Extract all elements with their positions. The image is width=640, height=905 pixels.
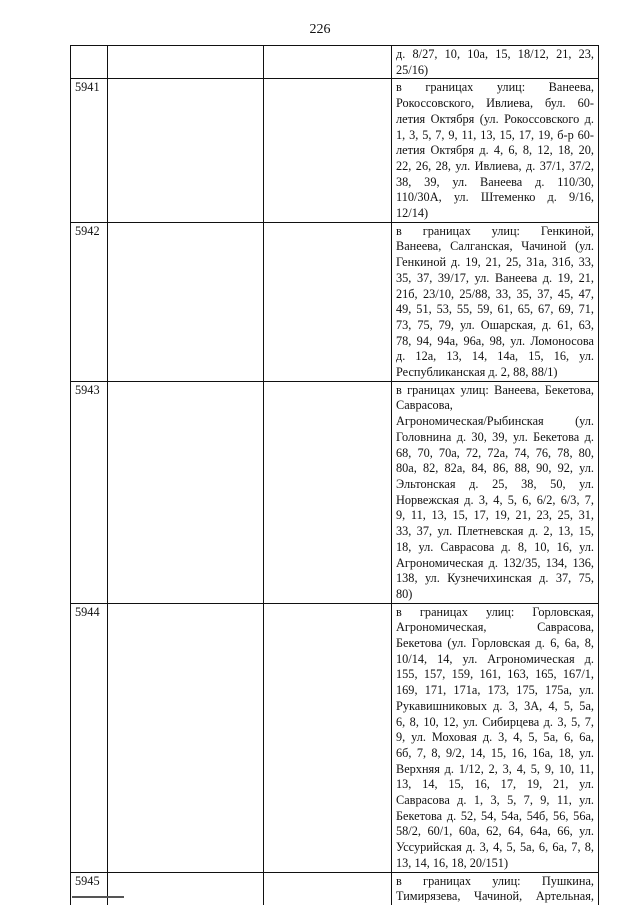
empty-cell xyxy=(108,46,264,79)
description-line: 21б, 23/10, 25/88, 33, 35, 37, 45, 47, xyxy=(396,286,594,301)
description-line: в границах улиц: Ванеева, Бекетова, xyxy=(396,382,594,397)
description-line: Бекетова (ул. Горловская д. 6, 6а, 8, xyxy=(396,636,594,651)
district-number-cell: 5945 xyxy=(71,872,108,905)
description-line: 49, 51, 53, 55, 59, 61, 65, 67, 69, 71, xyxy=(396,302,594,317)
description-line: в границах улиц: Пушкина, xyxy=(396,873,594,888)
table-row xyxy=(71,79,599,222)
table-row xyxy=(71,222,599,381)
boundary-description-cell xyxy=(392,872,599,905)
description-line: Республиканская д. 2, 88, 88/1) xyxy=(396,365,558,380)
description-line: 68, 70, 70а, 72, 72а, 74, 76, 78, 80, xyxy=(396,445,594,460)
description-line: летия Октября (ул. Рокоссовского д. xyxy=(396,111,594,126)
description-line: летия Октября д. 4, 6, 8, 12, 18, 20, xyxy=(396,143,594,158)
description-line: 80а, 82, 82а, 84, 86, 88, 90, 92, ул. xyxy=(396,461,594,476)
empty-cell xyxy=(264,603,392,872)
description-line: Генкиной д. 19, 21, 25, 31а, 31б, 33, xyxy=(396,255,594,270)
boundary-description-cell xyxy=(392,79,599,222)
boundary-description-cell xyxy=(392,46,599,79)
description-line: Агрономическая/Рыбинская (ул. xyxy=(396,414,594,429)
district-number-cell xyxy=(71,46,108,79)
district-number-cell: 5943 xyxy=(71,381,108,603)
empty-cell xyxy=(264,872,392,905)
district-number-cell: 5942 xyxy=(71,222,108,381)
description-line: 33, 37, ул. Плетневская д. 2, 13, 15, xyxy=(396,524,594,539)
empty-cell xyxy=(264,79,392,222)
description-line: Головнина д. 30, 39, ул. Бекетова д. xyxy=(396,429,594,444)
description-line: Верхняя д. 1/12, 2, 3, 4, 5, 9, 10, 11, xyxy=(396,761,594,776)
description-line: Бекетова д. 52, 54, 54а, 54б, 56, 56а, xyxy=(396,808,594,823)
empty-cell xyxy=(108,872,264,905)
description-line: в границах улиц: Генкиной, xyxy=(396,223,594,238)
description-line: 110/30А, ул. Штеменко д. 9/16, xyxy=(396,190,594,205)
empty-cell xyxy=(108,603,264,872)
description-line: 138, ул. Кузнечихинская д. 37, 75, xyxy=(396,571,594,586)
description-line: 58/2, 60/1, 60а, 62, 64, 64а, 66, ул. xyxy=(396,824,594,839)
description-line: 73, 75, 79, ул. Ошарская, д. 61, 63, xyxy=(396,317,594,332)
description-line: Рокоссовского, Ивлиева, бул. 60- xyxy=(396,96,594,111)
district-number-cell: 5944 xyxy=(71,603,108,872)
description-line: Рукавишниковых д. 3, 3А, 4, 5, 5а, xyxy=(396,698,594,713)
description-line: Агрономическая, Саврасова, xyxy=(396,620,594,635)
description-line: 9, 11, 13, 15, 17, 19, 21, 23, 25, 31, xyxy=(396,508,594,523)
description-line: Норвежская д. 3, 4, 5, 6, 6/2, 6/3, 7, xyxy=(396,492,594,507)
description-line: Саврасова д. 1, 3, 5, 7, 9, 11, ул. xyxy=(396,793,594,808)
table-row xyxy=(71,46,599,79)
description-line: 12/14) xyxy=(396,206,429,221)
description-line: в границах улиц: Горловская, xyxy=(396,604,594,619)
description-line: д. 12а, 13, 14, 14а, 15, 16, ул. xyxy=(396,349,594,364)
boundary-description-cell xyxy=(392,222,599,381)
description-line: в границах улиц: Ванеева, xyxy=(396,80,594,95)
empty-cell xyxy=(108,381,264,603)
polling-district-table xyxy=(70,45,599,905)
empty-cell xyxy=(108,222,264,381)
empty-cell xyxy=(108,79,264,222)
description-line: 80) xyxy=(396,586,413,601)
description-line: 169, 171, 171а, 173, 175, 175а, ул. xyxy=(396,683,594,698)
table-row xyxy=(71,872,599,905)
description-line: д. 8/27, 10, 10а, 15, 18/12, 21, 23, xyxy=(396,47,594,61)
description-line: Тимирязева, Чачиной, Артельная, xyxy=(396,889,594,904)
scan-artifact-line xyxy=(72,896,124,898)
boundary-description-cell xyxy=(392,603,599,872)
empty-cell xyxy=(264,222,392,381)
description-line: 9, ул. Моховая д. 3, 4, 5, 5а, 6, 6а, xyxy=(396,730,594,745)
table-row xyxy=(71,603,599,872)
description-line: 35, 37, 39/17, ул. Ванеева д. 19, 21, xyxy=(396,270,594,285)
description-line: 18, ул. Саврасова д. 8, 10, 16, ул. xyxy=(396,539,594,554)
description-line: 1, 3, 5, 7, 9, 11, 13, 15, 17, 19, б-р 60- xyxy=(396,127,594,142)
description-line: 22, 26, 28, ул. Ивлиева, д. 37/1, 37/2, xyxy=(396,158,594,173)
page-number: 226 xyxy=(309,22,331,37)
description-line: 13, 14, 15, 16, 17, 19, 21, ул. xyxy=(396,777,594,792)
description-line: 38, 39, ул. Ванеева д. 110/30, xyxy=(396,174,594,189)
description-line: Саврасова, xyxy=(396,398,453,413)
boundary-description-cell xyxy=(392,381,599,603)
empty-cell xyxy=(264,381,392,603)
description-line: 155, 157, 159, 161, 163, 165, 167/1, xyxy=(396,667,594,682)
description-line: 10/14, 14, ул. Агрономическая д. xyxy=(396,651,594,666)
description-line: Агрономическая д. 132/35, 134, 136, xyxy=(396,555,594,570)
description-line: 6б, 7, 8, 9/2, 14, 15, 16, 16а, 18, ул. xyxy=(396,745,594,760)
description-line: Уссурийская д. 3, 4, 5, 5а, 6, 6а, 7, 8, xyxy=(396,840,594,855)
description-line: 78, 94, 94а, 96а, 98, ул. Ломоносова xyxy=(396,333,594,348)
description-line: 13, 14, 16, 18, 20/151) xyxy=(396,855,509,870)
description-line: 25/16) xyxy=(396,62,429,77)
description-line: Ванеева, Салганская, Чачиной (ул. xyxy=(396,239,594,254)
district-number-cell: 5941 xyxy=(71,79,108,222)
description-line: 6, 8, 10, 12, ул. Сибирцева д. 3, 5, 7, xyxy=(396,714,594,729)
table-row xyxy=(71,381,599,603)
empty-cell xyxy=(264,46,392,79)
description-line: Эльтонская д. 25, 38, 50, ул. xyxy=(396,476,594,491)
